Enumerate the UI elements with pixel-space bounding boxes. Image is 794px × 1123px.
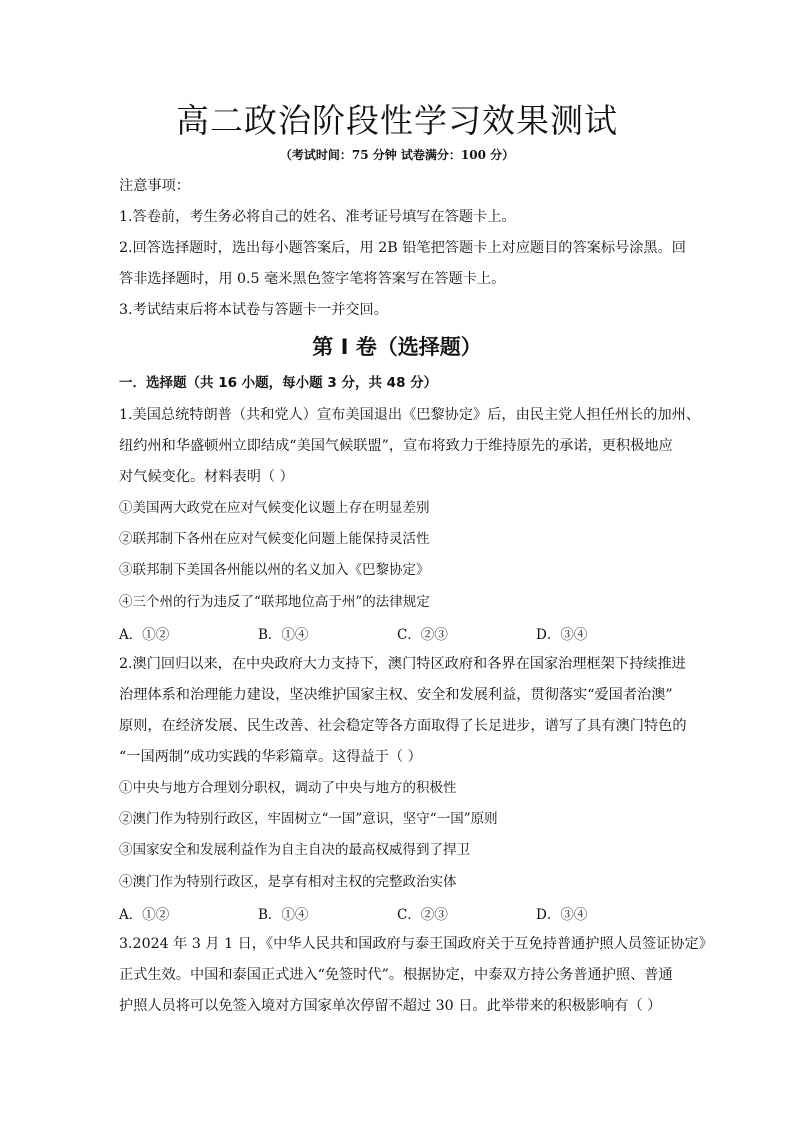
- question-stem: 3.2024 年 3 月 1 日，《中华人民共和国政府与泰王国政府关于互免持普通护照人员签证协定》: [119, 936, 713, 952]
- question-stem: 正式生效。中国和泰国正式进入“免签时代”。根据协定，中泰双方持公务普通护照、普通: [119, 967, 673, 983]
- statement: ②澳门作为特别行政区，牢固树立“一国”意识，坚守“一国”原则: [119, 811, 498, 827]
- question-stem: 对气候变化。材料表明（ ）: [119, 469, 294, 485]
- statement: ①美国两大政党在应对气候变化议题上存在明显差别: [119, 500, 430, 516]
- part-title: 一．选择题（共 16 小题，每小题 3 分，共 48 分）: [119, 375, 438, 391]
- option-c: C．②③: [397, 627, 448, 643]
- question-stem: 纽约州和华盛顿州立即结成“美国气候联盟”，宣布将致力于维持原先的承诺，更积极地应: [119, 438, 673, 454]
- notice-item: 3.考试结束后将本试卷与答题卡一并交回。: [119, 302, 388, 318]
- question-stem: 护照人员将可以免签入境对方国家单次停留不超过 30 日。此举带来的积极影响有（ ）: [119, 998, 662, 1014]
- option-c: C．②③: [397, 907, 448, 923]
- notice-item: 1.答卷前，考生务必将自己的姓名、准考证号填写在答题卡上。: [119, 209, 516, 225]
- option-b: B．①④: [258, 627, 309, 643]
- option-d: D．③④: [536, 627, 588, 643]
- statement: ③国家安全和发展利益作为自主自决的最高权威得到了捍卫: [119, 842, 470, 858]
- option-b: B．①④: [258, 907, 309, 923]
- statement: ④澳门作为特别行政区，是享有相对主权的完整政治实体: [119, 874, 457, 890]
- statement: ③联邦制下美国各州能以州的名义加入《巴黎协定》: [119, 562, 430, 578]
- statement: ①中央与地方合理划分职权，调动了中央与地方的积极性: [119, 780, 457, 796]
- option-a: A．①②: [119, 627, 170, 643]
- question-stem: 1.美国总统特朗普（共和党人）宣布美国退出《巴黎协定》后，由民主党人担任州长的加州、: [119, 407, 701, 423]
- exam-subtitle: （考试时间：75 分钟 试卷满分：100 分）: [279, 148, 515, 162]
- page-title: 高二政治阶段性学习效果测试: [176, 101, 618, 140]
- question-stem: “一国两制”成功实践的华彩篇章。这得益于（ ）: [119, 749, 422, 765]
- question-stem: 治理体系和治理能力建设，坚决维护国家主权、安全和发展利益，贯彻落实“爱国者治澳”: [119, 687, 673, 703]
- question-stem: 2.澳门回归以来，在中央政府大力支持下，澳门特区政府和各界在国家治理框架下持续推进: [119, 656, 686, 672]
- option-a: A．①②: [119, 907, 170, 923]
- statement: ②联邦制下各州在应对气候变化问题上能保持灵活性: [119, 531, 430, 547]
- notice-item: 答非选择题时，用 0.5 毫米黑色签字笔将答案写在答题卡上。: [119, 271, 506, 287]
- notice-heading: 注意事项：: [119, 178, 190, 194]
- question-stem: 原则，在经济发展、民生改善、社会稳定等各方面取得了长足进步，谱写了具有澳门特色的: [119, 718, 687, 734]
- notice-item: 2.回答选择题时，选出每小题答案后，用 2B 铅笔把答题卡上对应题目的答案标号涂黑。回: [119, 240, 686, 256]
- option-d: D．③④: [536, 907, 588, 923]
- statement: ④三个州的行为违反了“联邦地位高于州”的法律规定: [119, 594, 430, 610]
- section-title: 第 I 卷（选择题）: [312, 335, 482, 359]
